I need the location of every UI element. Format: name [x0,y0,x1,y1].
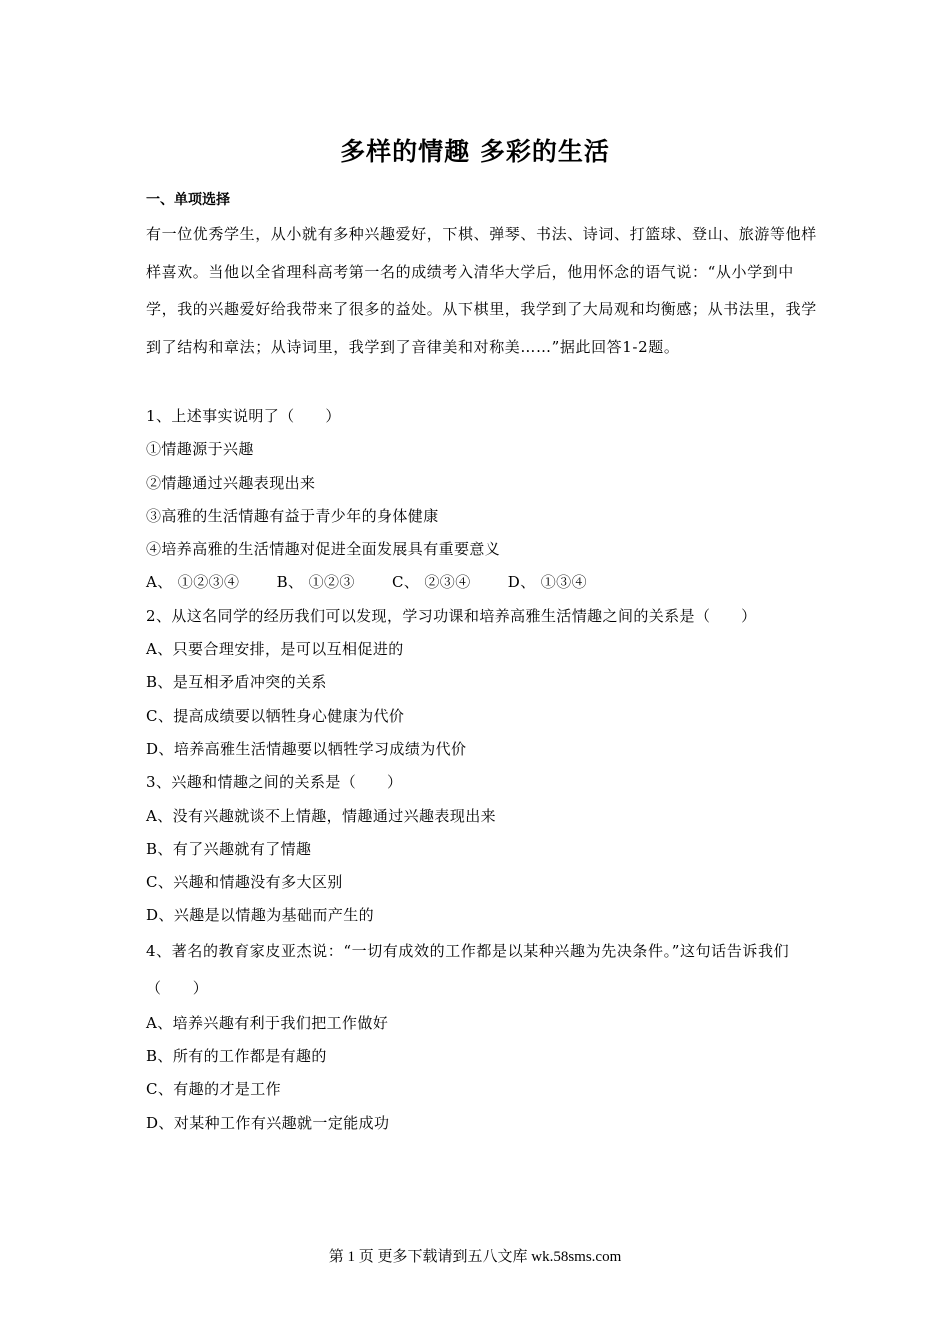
question-3-stem: 3、兴趣和情趣之间的关系是（ ） [146,773,403,792]
page-footer: 第 1 页 更多下载请到五八文库 wk.58sms.com [328,1249,622,1265]
option-d: D、兴趣是以情趣为基础而产生的 [146,906,375,925]
question-list [146,400,818,1140]
question-4-stem: 4、著名的教育家皮亚杰说：“一切有成效的工作都是以某种兴趣为先决条件。”这句话告诉我们（ ） [146,941,790,997]
option-b: B、有了兴趣就有了情趣 [146,839,312,858]
option-c: C、提高成绩要以牺牲身心健康为代价 [146,706,405,725]
option-c: C、有趣的才是工作 [146,1080,282,1099]
choice-a: A、 ①②③④ [146,573,240,592]
section-heading: 一、单项选择 [146,192,230,208]
option-a: A、培养兴趣有利于我们把工作做好 [146,1013,389,1032]
intro-passage: 有一位优秀学生，从小就有多种兴趣爱好，下棋、弹琴、书法、诗词、打篮球、登山、旅游等他样样喜欢。当他以全省理科高考第一名的成绩考入清华大学后，他用怀念的语气说：“从小学到中学，我的兴趣爱好给我带来了很多的益处。从下棋里，我学到了大局观和均衡感；从书法里，我学到了结构和章法；从诗词里，我学到了音律美和对称美……”据此回答1-2题。 [146,225,817,356]
option-a: A、没有兴趣就谈不上情趣，情趣通过兴趣表现出来 [146,806,497,825]
option-b: B、是互相矛盾冲突的关系 [146,673,327,692]
question-1-stem: 1、上述事实说明了（ ） [146,407,341,425]
statement-2: ②情趣通过兴趣表现出来 [146,473,316,492]
option-b: B、所有的工作都是有趣的 [146,1047,327,1066]
statement-1: ①情趣源于兴趣 [146,440,254,459]
choice-b: B、 ①②③ [276,573,355,592]
statement-3: ③高雅的生活情趣有益于青少年的身体健康 [146,506,439,525]
question-1-choices [146,566,818,599]
option-d: D、对某种工作有兴趣就一定能成功 [146,1113,390,1132]
option-c: C、兴趣和情趣没有多大区别 [146,873,343,892]
question-2-stem: 2、从这名同学的经历我们可以发现，学习功课和培养高雅生活情趣之间的关系是（ ） [146,606,757,625]
choice-c: C、 ②③④ [391,573,471,592]
option-a: A、只要合理安排，是可以互相促进的 [146,640,404,659]
option-d: D、培养高雅生活情趣要以牺牲学习成绩为代价 [146,739,467,758]
page-title: 多样的情趣 多彩的生活 [340,137,610,166]
choice-d: D、 ①③④ [507,573,587,592]
statement-4: ④培养高雅的生活情趣对促进全面发展具有重要意义 [146,540,501,559]
